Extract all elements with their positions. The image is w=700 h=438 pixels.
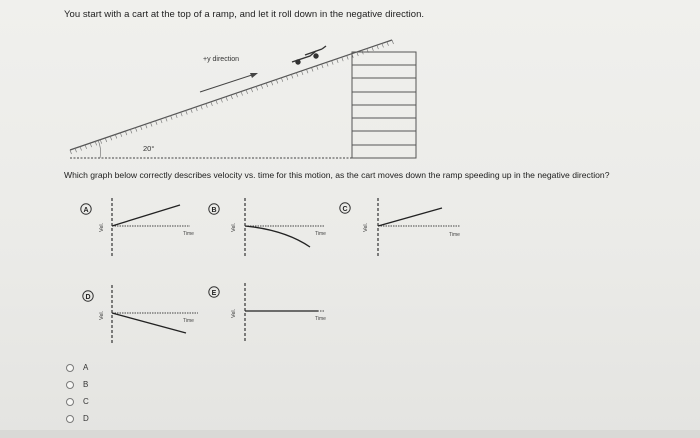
ramp-hatch — [241, 92, 243, 96]
ramp-hatch — [130, 129, 132, 133]
ramp-hatch — [327, 62, 329, 66]
ramp-hatch — [301, 71, 303, 75]
ramp-hatch — [171, 116, 173, 120]
ramp-hatch — [231, 95, 233, 99]
radio-a[interactable] — [66, 364, 74, 372]
ramp-hatch — [211, 102, 213, 106]
ramp-hatch — [100, 140, 102, 144]
ramp-hatch — [271, 81, 273, 85]
ramp-hatch — [221, 98, 223, 102]
ramp-hatch — [296, 73, 298, 77]
ramp-hatch — [110, 136, 112, 140]
ramp-hatch — [120, 133, 122, 137]
graph-c — [340, 198, 460, 258]
ramp-hatch — [201, 105, 203, 109]
choice-d-label: D — [83, 414, 89, 423]
radio-d[interactable] — [66, 415, 74, 423]
ramp-hatch — [191, 109, 193, 113]
ramp-hatch — [95, 141, 97, 145]
ramp-hatch — [196, 107, 198, 111]
ramp-hatch — [206, 104, 208, 108]
direction-label: +y direction — [203, 56, 239, 63]
ramp-hatch — [161, 119, 163, 123]
graph-e-marker: E — [211, 290, 217, 297]
choice-c-label: C — [83, 397, 89, 406]
ramp-hatch — [236, 93, 238, 97]
prompt-text: Which graph below correctly describes velocity vs. time for this motion, as the cart moves down the ramp speeding up in the negative direction? — [64, 170, 610, 180]
question-text: You start with a cart at the top of a ramp, and let it roll down in the negative direction. — [64, 9, 425, 20]
ramp-hatch — [105, 138, 107, 142]
ramp-hatch — [392, 40, 394, 44]
ramp — [70, 40, 416, 158]
ramp-hatch — [140, 126, 142, 130]
ramp-hatch — [156, 121, 158, 125]
graph-a-x-label: Time — [183, 231, 194, 237]
graph-b — [209, 198, 326, 258]
ramp-hatch — [181, 112, 183, 116]
ramp-hatch — [337, 59, 339, 63]
choice-c[interactable] — [66, 393, 89, 410]
ramp-hatch — [266, 83, 268, 87]
ramp-hatch — [75, 148, 77, 152]
choice-d[interactable] — [66, 410, 89, 427]
ramp-hatch — [261, 85, 263, 89]
graph-b-x-label: Time — [315, 231, 326, 237]
graph-e-x-label: Time — [315, 316, 326, 322]
ramp-hatch — [291, 74, 293, 78]
choice-a[interactable] — [66, 359, 89, 376]
graph-b-y-label: Vel. — [231, 222, 237, 232]
ramp-hatch — [226, 97, 228, 101]
choice-a-label: A — [83, 363, 89, 372]
ramp-hatch — [281, 78, 283, 82]
graph-a-y-label: Vel. — [99, 222, 105, 232]
ramp-hatch — [85, 145, 87, 149]
ramp-hatch — [216, 100, 218, 104]
bottom-bar — [0, 430, 700, 438]
graph-d-y-label: Vel. — [99, 310, 105, 320]
graph-e — [209, 283, 326, 343]
ramp-hatch — [166, 117, 168, 121]
support-stack — [352, 52, 416, 158]
choice-b-label: B — [83, 380, 89, 389]
answer-choices — [66, 359, 89, 427]
ramp-hatch — [322, 64, 324, 68]
ramp-hatch — [80, 147, 82, 151]
graph-c-y-label: Vel. — [363, 222, 369, 232]
ramp-hatch — [357, 52, 359, 56]
graph-a-marker: A — [83, 207, 89, 214]
ramp-hatch — [387, 42, 389, 46]
ramp-hatch — [186, 110, 188, 114]
graph-d-marker: D — [85, 294, 91, 301]
ramp-hatch — [286, 76, 288, 80]
ramp-hatch — [151, 123, 153, 127]
ramp-hatch — [145, 124, 147, 128]
ramp-hatch — [342, 57, 344, 61]
ramp-hatch — [306, 69, 308, 73]
graph-a — [81, 198, 194, 258]
ramp-hatch — [347, 55, 349, 59]
ramp-hatch — [312, 68, 314, 72]
ramp-hatch — [70, 150, 72, 154]
ramp-hatch — [332, 61, 334, 65]
ramp-hatch — [276, 80, 278, 84]
graph-d — [83, 285, 198, 345]
angle-label: 20° — [143, 144, 155, 153]
graph-e-y-label: Vel. — [231, 308, 237, 318]
graph-c-x-label: Time — [449, 232, 460, 238]
ramp-hatch — [251, 88, 253, 92]
cart — [292, 46, 326, 64]
choice-b[interactable] — [66, 376, 89, 393]
ramp-hatch — [125, 131, 127, 135]
ramp-hatch — [382, 43, 384, 47]
ramp-hatch — [372, 47, 374, 51]
ramp-hatch — [176, 114, 178, 118]
graph-c-marker: C — [342, 206, 348, 213]
ramp-hatch — [317, 66, 319, 70]
graph-b-marker: B — [211, 207, 217, 214]
ramp-hatch — [377, 45, 379, 49]
radio-b[interactable] — [66, 381, 74, 389]
ramp-hatch — [256, 86, 258, 90]
ramp-hatch — [90, 143, 92, 147]
radio-c[interactable] — [66, 398, 74, 406]
ramp-hatch — [135, 128, 137, 132]
ramp-hatch — [246, 90, 248, 94]
graph-d-x-label: Time — [183, 318, 194, 324]
ramp-hatch — [115, 135, 117, 139]
